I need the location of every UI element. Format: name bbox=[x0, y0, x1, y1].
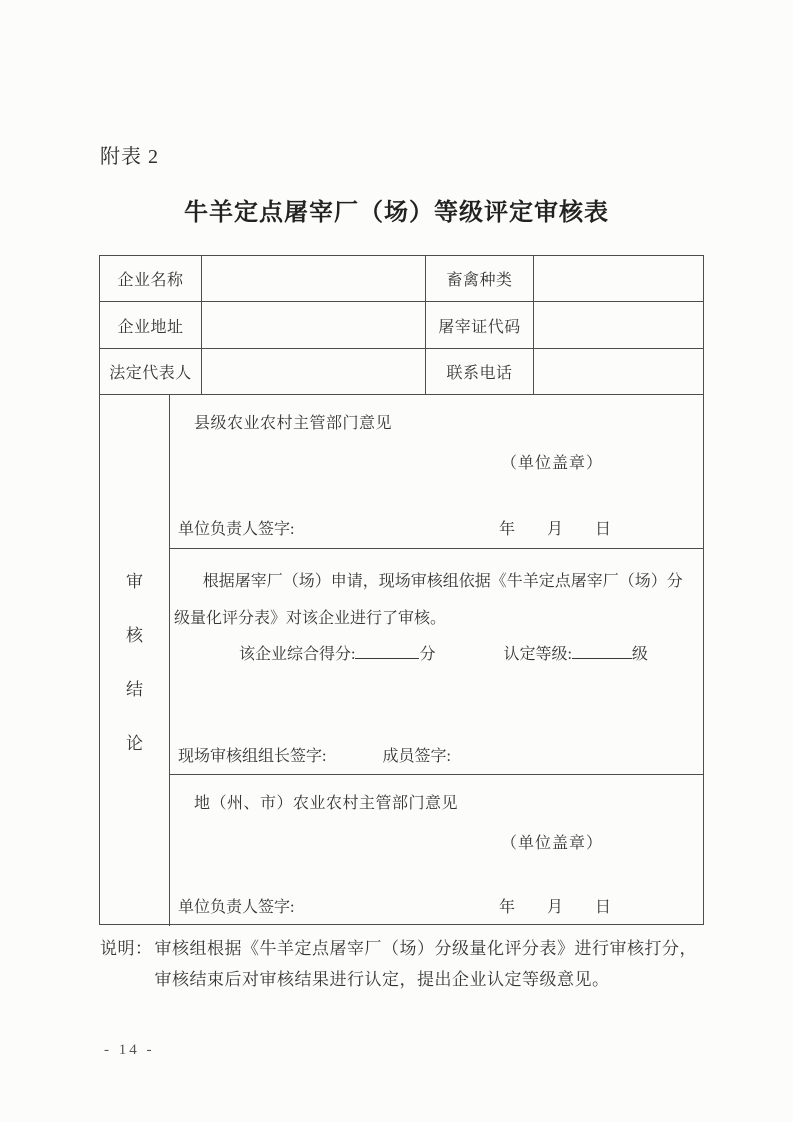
note-label: 说明： bbox=[100, 939, 153, 958]
livestock-species-label: 畜禽种类 bbox=[426, 256, 534, 302]
prefecture-opinion-section bbox=[170, 774, 703, 926]
score-unit-label: 分 bbox=[419, 646, 436, 663]
score-blank-line bbox=[355, 645, 419, 659]
county-opinion-heading: 县级农业农村主管部门意见 bbox=[194, 415, 393, 432]
enterprise-address-value bbox=[202, 302, 426, 349]
county-signer-label: 单位负责人签字: bbox=[178, 521, 295, 538]
enterprise-name-value bbox=[202, 256, 426, 302]
contact-phone-value bbox=[534, 349, 703, 395]
legal-representative-value bbox=[202, 349, 426, 395]
onsite-review-section bbox=[170, 548, 703, 774]
prefecture-opinion-heading: 地（州、市）农业农村主管部门意见 bbox=[194, 795, 459, 812]
note-text: 审核组根据《牛羊定点屠宰厂（场）分级量化评分表》进行审核打分，审核结束后对审核结果进行认定，提出企业认定等级意见。 bbox=[154, 939, 697, 989]
review-conclusion-char: 结 bbox=[126, 680, 143, 699]
livestock-species-value bbox=[534, 256, 703, 302]
onsite-sign-row bbox=[170, 743, 703, 774]
grade-label: 认定等级: bbox=[503, 646, 572, 663]
prefecture-signer-label: 单位负责人签字: bbox=[178, 899, 295, 916]
member-sign-label: 成员签字: bbox=[382, 748, 451, 765]
grade-unit-label: 级 bbox=[631, 646, 648, 663]
slaughter-cert-code-value bbox=[534, 302, 703, 349]
composite-score-label: 该企业综合得分: bbox=[239, 646, 356, 663]
prefecture-sign-row bbox=[170, 894, 703, 926]
review-conclusion-header bbox=[100, 395, 170, 926]
legal-representative-label: 法定代表人 bbox=[100, 349, 202, 395]
county-seal-note: （单位盖章） bbox=[500, 455, 603, 472]
review-form-table bbox=[99, 255, 704, 925]
page-number: - 14 - bbox=[104, 1042, 155, 1058]
contact-phone-label: 联系电话 bbox=[426, 349, 534, 395]
review-conclusion-char: 核 bbox=[126, 626, 143, 645]
enterprise-info-grid bbox=[100, 256, 703, 395]
county-sign-row bbox=[170, 516, 703, 548]
slaughter-cert-code-label: 屠宰证代码 bbox=[426, 302, 534, 349]
county-date-label: 年 月 日 bbox=[498, 521, 611, 538]
explanatory-note bbox=[100, 933, 708, 995]
county-opinion-section bbox=[170, 395, 703, 548]
enterprise-address-label: 企业地址 bbox=[100, 302, 202, 349]
enterprise-name-label: 企业名称 bbox=[100, 256, 202, 302]
review-conclusion-row bbox=[100, 395, 703, 926]
prefecture-seal-note: （单位盖章） bbox=[500, 835, 603, 852]
form-title: 牛羊定点屠宰厂（场）等级评定审核表 bbox=[184, 200, 609, 226]
review-conclusion-char: 论 bbox=[126, 734, 143, 753]
opinion-sections bbox=[170, 395, 703, 926]
review-conclusion-char: 审 bbox=[126, 572, 143, 591]
score-line bbox=[239, 641, 703, 664]
prefecture-date-label: 年 月 日 bbox=[498, 899, 611, 916]
grade-blank-line bbox=[572, 645, 632, 659]
onsite-review-paragraph: 根据屠宰厂（场）申请，现场审核组依据《牛羊定点屠宰厂（场）分级量化评分表》对该企业进行了审核。 bbox=[174, 573, 683, 627]
team-leader-sign-label: 现场审核组组长签字: bbox=[178, 748, 327, 765]
appendix-label: 附表 2 bbox=[100, 146, 159, 168]
